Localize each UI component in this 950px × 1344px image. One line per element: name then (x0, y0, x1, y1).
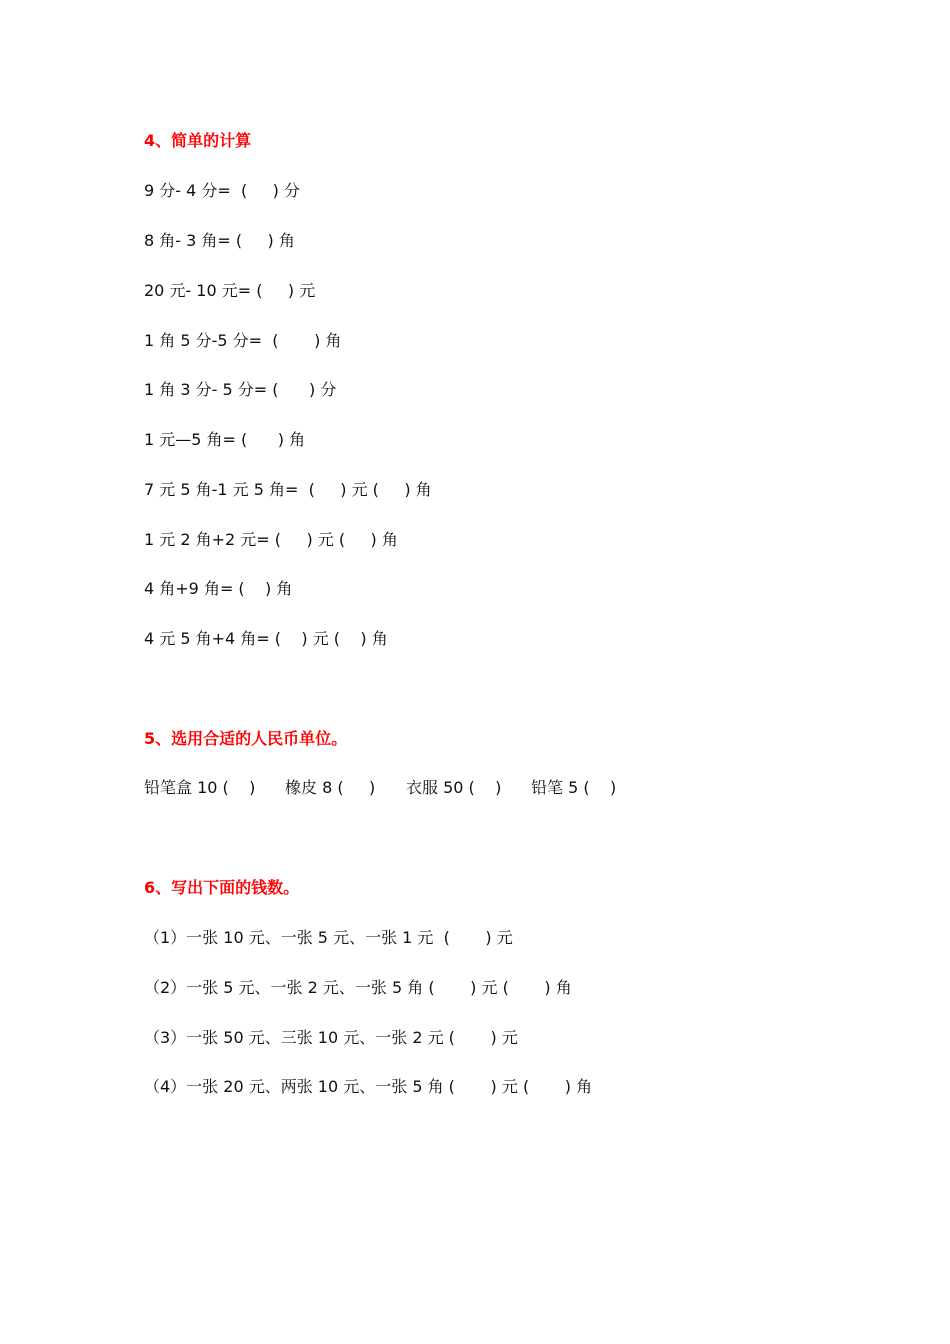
section-6-heading: 6、写出下面的钱数。 (144, 878, 300, 897)
calc-line-10: 4 元 5 角+4 角= ( ) 元 ( ) 角 (144, 629, 388, 648)
unit-choice-row (144, 778, 664, 798)
unit-item-clothes: 衣服 50 ( ) (406, 778, 502, 797)
unit-item-pencil: 铅笔 5 ( ) (531, 778, 617, 797)
unit-item-eraser: 橡皮 8 ( ) (285, 778, 376, 797)
calc-line-5: 1 角 3 分- 5 分= ( ) 分 (144, 380, 337, 399)
calc-line-9: 4 角+9 角= ( ) 角 (144, 579, 293, 598)
section-5-heading: 5、选用合适的人民币单位。 (144, 729, 348, 748)
section-4-heading: 4、简单的计算 (144, 131, 252, 150)
calc-line-8: 1 元 2 角+2 元= ( ) 元 ( ) 角 (144, 530, 398, 549)
money-line-3: （3）一张 50 元、三张 10 元、一张 2 元 ( ) 元 (144, 1028, 518, 1047)
money-line-4: （4）一张 20 元、两张 10 元、一张 5 角 ( ) 元 ( ) 角 (144, 1077, 593, 1096)
calc-line-4: 1 角 5 分-5 分= ( ) 角 (144, 331, 342, 350)
unit-item-pencil-case: 铅笔盒 10 ( ) (144, 778, 256, 797)
money-line-1: （1）一张 10 元、一张 5 元、一张 1 元 ( ) 元 (144, 928, 513, 947)
calc-line-6: 1 元—5 角= ( ) 角 (144, 430, 306, 449)
money-line-2: （2）一张 5 元、一张 2 元、一张 5 角 ( ) 元 ( ) 角 (144, 978, 572, 997)
calc-line-7: 7 元 5 角-1 元 5 角= ( ) 元 ( ) 角 (144, 480, 432, 499)
calc-line-3: 20 元- 10 元= ( ) 元 (144, 281, 316, 300)
calc-line-2: 8 角- 3 角= ( ) 角 (144, 231, 295, 250)
calc-line-1: 9 分- 4 分= ( ) 分 (144, 181, 300, 200)
